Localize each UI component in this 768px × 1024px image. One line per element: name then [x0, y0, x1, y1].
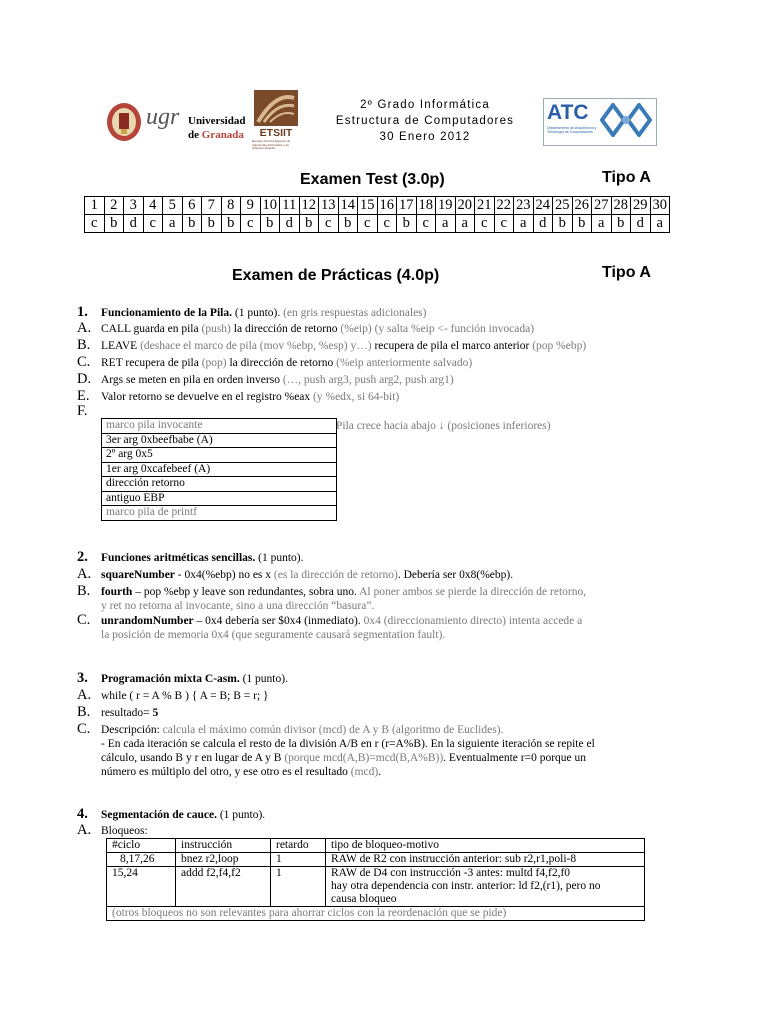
- q2-c-g2: la posición de memoria 0x4 (que seguramente causará segmentation fault).: [101, 629, 446, 641]
- answer-letter-cell: c: [241, 215, 261, 233]
- answer-number-cell: 29: [631, 197, 651, 215]
- q3-b-t1: resultado=: [101, 707, 153, 719]
- q2-b-g1: Al poner ambos se pierde la dirección de retorno,: [359, 586, 587, 598]
- answer-number-cell: 23: [514, 197, 534, 215]
- stack-cell: 1er arg 0xcafebeef (A): [102, 462, 337, 477]
- q2-a-g1: (es la dirección de retorno): [273, 569, 398, 581]
- answer-number-cell: 15: [358, 197, 378, 215]
- q3-p2a: cálculo, usando B y r en lugar de A y B: [101, 752, 285, 764]
- answer-number-cell: 27: [592, 197, 612, 215]
- row2-instr: addd f2,f4,f2: [176, 867, 271, 907]
- row2-motivo-line3: causa bloqueo: [331, 893, 397, 905]
- q1-a-g2: (%eip) (y salta %eip <- función invocada): [340, 323, 535, 335]
- q2-a-letter: A.: [77, 566, 92, 582]
- answer-number-cell: 20: [455, 197, 475, 215]
- q1-b-g1: (deshace el marco de pila (mov %ebp, %esp) y…): [140, 340, 372, 352]
- row1-instr: bnez r2,loop: [176, 853, 271, 867]
- q4-points: (1 punto).: [219, 809, 266, 821]
- answer-letter-cell: a: [455, 215, 475, 233]
- q1-e-g1: (y %edx, si 64-bit): [313, 391, 400, 403]
- answer-letter-cell: b: [553, 215, 573, 233]
- row2-retardo: 1: [271, 867, 326, 907]
- practicas-title: Examen de Prácticas (4.0p): [232, 267, 440, 284]
- answer-number-cell: 30: [650, 197, 670, 215]
- answer-letter-cell: b: [572, 215, 592, 233]
- answer-number-cell: 5: [163, 197, 183, 215]
- answer-letter-cell: b: [611, 215, 631, 233]
- answer-number-cell: 24: [533, 197, 553, 215]
- answer-number-cell: 7: [202, 197, 222, 215]
- answer-number-cell: 4: [143, 197, 163, 215]
- q3-c-text: [101, 723, 503, 738]
- answer-letter-cell: a: [436, 215, 456, 233]
- col-instruccion-header: instrucción: [176, 839, 271, 853]
- etsiit-sub: Escuela Técnica Superior de Ingenierías Informática y de Telecomunicación: [252, 139, 291, 150]
- etsiit-emblem-icon: [252, 88, 300, 128]
- q1-b-g2: (pop %ebp): [532, 340, 587, 352]
- ugr-crest-icon: [104, 100, 144, 144]
- q1-a-text: [101, 322, 534, 337]
- ugr-logo-text: ugr: [146, 104, 180, 130]
- q1-note: (en gris respuestas adicionales): [283, 307, 427, 319]
- answer-number-cell: 16: [377, 197, 397, 215]
- stack-diagram: [101, 418, 337, 521]
- answer-letter-cell: c: [143, 215, 163, 233]
- q1-c-t2: la dirección de retorno: [229, 357, 334, 369]
- answer-letter-cell: a: [650, 215, 670, 233]
- q1-e-t1: Valor retorno se devuelve en el registro %eax: [101, 391, 311, 403]
- q3-b-text: [101, 706, 158, 721]
- answer-number-cell: 1: [85, 197, 105, 215]
- ugr-line2: [188, 129, 244, 141]
- q1-b-t2: recupera de pila el marco anterior: [374, 340, 530, 352]
- q1-number: 1.: [77, 304, 88, 320]
- q1-points: (1 punto).: [234, 307, 281, 319]
- q3-p3: [101, 765, 381, 780]
- col-ciclo-header: #ciclo: [107, 839, 176, 853]
- q1-d-g1: (…, push arg3, push arg2, push arg1): [282, 374, 454, 386]
- stack-cell: dirección retorno: [102, 477, 337, 492]
- q1-c-letter: C.: [77, 354, 91, 370]
- q3-title: Programación mixta C-asm.: [101, 673, 240, 685]
- answer-letter-cell: b: [338, 215, 358, 233]
- answer-letter-cell: c: [319, 215, 339, 233]
- q1-e-text: [101, 390, 399, 405]
- q3-a-text: while ( r = A % B ) { A = B; B = r; }: [101, 690, 269, 702]
- pipeline-header-row: [107, 839, 645, 853]
- ugr-line1: Universidad: [188, 115, 246, 127]
- q1-c-text: [101, 356, 472, 371]
- stack-row: [102, 491, 337, 506]
- answer-letter-cell: b: [104, 215, 124, 233]
- test-tipo: Tipo A: [602, 169, 651, 186]
- col-retardo-header: retardo: [271, 839, 326, 853]
- q2-b-text: [101, 585, 586, 600]
- stack-cell: antiguo EBP: [102, 491, 337, 506]
- stack-row: [102, 419, 337, 434]
- pipeline-footer-note: (otros bloqueos no son relevantes para ahorrar ciclos con la reordenación que se pide): [107, 907, 645, 921]
- q1-b-text: [101, 339, 586, 354]
- q1-d-t1: Args se meten en pila en orden inverso: [101, 374, 280, 386]
- q2-number: 2.: [77, 549, 88, 565]
- answer-number-cell: 9: [241, 197, 261, 215]
- answer-number-cell: 14: [338, 197, 358, 215]
- answer-number-cell: 19: [436, 197, 456, 215]
- q3-p3g: (mcd): [350, 766, 379, 778]
- answer-letter-cell: b: [182, 215, 202, 233]
- q2-c-g1: 0x4 (direccionamiento directo) intenta accede a: [363, 615, 583, 627]
- ugr-logo: [104, 100, 244, 144]
- pipeline-row: [107, 867, 645, 907]
- answer-number-cell: 17: [397, 197, 417, 215]
- answer-letter-cell: c: [475, 215, 495, 233]
- answer-number-cell: 10: [260, 197, 280, 215]
- exam-date: 30 Enero 2012: [379, 131, 471, 143]
- q2-heading: [101, 551, 304, 566]
- q2-b-t1: – pop %ebp y leave son redundantes, sobra uno.: [132, 586, 360, 598]
- atc-sub: Departamento de Arquitectura y Tecnología de Computadores: [547, 126, 597, 134]
- q2-b-bold: fourth: [101, 586, 133, 598]
- q1-heading: [101, 306, 426, 321]
- q1-d-letter: D.: [77, 371, 92, 387]
- q1-c-g1: (pop): [201, 357, 227, 369]
- q1-b-t1: LEAVE: [101, 340, 138, 352]
- q2-a-t1: - 0x4(%ebp) no es x: [174, 569, 274, 581]
- answer-letter-cell: b: [299, 215, 319, 233]
- answer-number-cell: 12: [299, 197, 319, 215]
- q1-c-t1: RET recupera de pila: [101, 357, 199, 369]
- q4-a-letter: A.: [77, 822, 92, 838]
- row1-retardo: 1: [271, 853, 326, 867]
- stack-row: [102, 506, 337, 521]
- q3-number: 3.: [77, 670, 88, 686]
- q3-p2: [101, 751, 586, 766]
- answer-number-cell: 21: [475, 197, 495, 215]
- ugr-line2-de: de: [188, 129, 199, 141]
- stack-cell: marco pila invocante: [102, 419, 337, 434]
- col-motivo-header: tipo de bloqueo-motivo: [326, 839, 645, 853]
- q3-p1: - En cada iteración se calcula el resto de la división A/B en r (r=A%B). En la siguiente iteración se repite el: [101, 738, 595, 750]
- answer-number-cell: 18: [416, 197, 436, 215]
- answer-letter-cell: d: [631, 215, 651, 233]
- row2-motivo: [326, 867, 645, 907]
- q2-a-bold: squareNumber: [101, 569, 175, 581]
- q1-a-t2: la dirección de retorno: [233, 323, 338, 335]
- q1-b-letter: B.: [77, 337, 91, 353]
- answer-letter-cell: a: [592, 215, 612, 233]
- q3-p2b: . Eventualmente r=0 porque un: [443, 752, 587, 764]
- answer-number-cell: 26: [572, 197, 592, 215]
- q2-a-text: [101, 568, 513, 583]
- answer-number-cell: 22: [494, 197, 514, 215]
- stack-row: [102, 477, 337, 492]
- course-header: [300, 97, 550, 145]
- q1-e-letter: E.: [77, 388, 90, 404]
- answer-number-cell: 8: [221, 197, 241, 215]
- answer-number-cell: 2: [104, 197, 124, 215]
- q2-c-letter: C.: [77, 612, 91, 628]
- q1-d-text: [101, 373, 454, 388]
- ugr-line2-name: Granada: [201, 129, 244, 141]
- q2-c-text: [101, 614, 582, 629]
- stack-row: [102, 462, 337, 477]
- q3-p2g: (porque mcd(A,B)=mcd(B,A%B)): [284, 752, 444, 764]
- atc-logo-text: ATC: [547, 101, 589, 124]
- row2-motivo-line2: hay otra dependencia con instr. anterior: ld f2,(r1), pero no: [331, 880, 601, 892]
- answer-table: [84, 196, 670, 233]
- q3-c-letter: C.: [77, 721, 91, 737]
- q2-c-t1: – 0x4 debería ser $0x4 (inmediato).: [193, 615, 364, 627]
- answer-number-cell: 11: [280, 197, 300, 215]
- answer-letter-cell: d: [124, 215, 144, 233]
- q4-title: Segmentación de cauce.: [101, 809, 217, 821]
- course-grade: 2º Grado Informática: [360, 99, 490, 111]
- q2-points: (1 punto).: [258, 552, 304, 564]
- answer-number-cell: 6: [182, 197, 202, 215]
- pipeline-stalls-table: [106, 838, 645, 921]
- atc-diamonds-icon: [600, 103, 652, 137]
- q3-p3b: .: [378, 766, 382, 778]
- answer-letter-cell: d: [533, 215, 553, 233]
- q1-f-letter: F.: [77, 403, 88, 419]
- q3-a-letter: A.: [77, 687, 92, 703]
- answer-number-cell: 25: [553, 197, 573, 215]
- q1-c-g2: (%eip anteriormente salvado): [336, 357, 473, 369]
- stack-row: [102, 433, 337, 448]
- stack-growth-note: Pila crece hacia abajo ↓ (posiciones inferiores): [336, 420, 551, 432]
- q3-c-t1: Descripción:: [101, 724, 163, 736]
- answer-letter-cell: a: [163, 215, 183, 233]
- course-name: Estructura de Computadores: [335, 115, 515, 127]
- answer-letter-cell: c: [358, 215, 378, 233]
- answer-letter-cell: b: [260, 215, 280, 233]
- answer-letter-cell: c: [377, 215, 397, 233]
- q3-b-bold: 5: [152, 707, 159, 719]
- answer-letter-cell: a: [514, 215, 534, 233]
- q1-a-t1: CALL guarda en pila: [101, 323, 199, 335]
- q3-points: (1 punto).: [242, 673, 288, 685]
- answer-number-cell: 3: [124, 197, 144, 215]
- answer-letter-cell: b: [397, 215, 417, 233]
- atc-logo: [543, 98, 657, 146]
- q2-title: Funciones aritméticas sencillas.: [101, 552, 256, 564]
- answer-letter-cell: c: [416, 215, 436, 233]
- pipeline-row: [107, 853, 645, 867]
- q2-b-letter: B.: [77, 583, 91, 599]
- answer-letter-cell: d: [280, 215, 300, 233]
- answer-numbers-row: [85, 197, 670, 215]
- answer-letter-cell: b: [202, 215, 222, 233]
- row2-ciclo: 15,24: [107, 867, 176, 907]
- q3-p3a: número es múltiplo del otro, y ese otro es el resultado: [101, 766, 351, 778]
- row2-motivo-line1: RAW de D4 con instrucción -3 antes: multd f4,f2,f0: [331, 867, 571, 879]
- answer-letters-row: [85, 215, 670, 233]
- q4-a-text: Bloqueos:: [101, 825, 148, 837]
- q4-heading: [101, 808, 265, 823]
- stack-cell: marco pila de printf: [102, 506, 337, 521]
- q3-heading: [101, 672, 288, 687]
- q1-a-g1: (push): [201, 323, 231, 335]
- stack-cell: 2º arg 0x5: [102, 448, 337, 463]
- q4-number: 4.: [77, 806, 88, 822]
- pipeline-footer-row: [107, 907, 645, 921]
- q2-a-t2: . Debería ser 0x8(%ebp).: [397, 569, 514, 581]
- answer-letter-cell: c: [85, 215, 105, 233]
- q1-title: Funcionamiento de la Pila.: [101, 307, 232, 319]
- q2-b-g2: y ret no retorna al invocante, sino a una dirección “basura”.: [101, 600, 375, 612]
- stack-row: [102, 448, 337, 463]
- q3-c-g1: calcula el máximo común divisor (mcd) de A y B (algoritmo de Euclides).: [162, 724, 504, 736]
- q1-a-letter: A.: [77, 320, 92, 336]
- answer-letter-cell: b: [221, 215, 241, 233]
- answer-number-cell: 28: [611, 197, 631, 215]
- row1-motivo: RAW de R2 con instrucción anterior: sub r2,r1,poli-8: [326, 853, 645, 867]
- etsiit-logo-text: ETSIIT: [259, 127, 293, 139]
- practicas-tipo: Tipo A: [602, 264, 651, 281]
- etsiit-logo: [252, 88, 300, 154]
- q3-b-letter: B.: [77, 704, 91, 720]
- answer-number-cell: 13: [319, 197, 339, 215]
- row1-ciclo: 8,17,26: [107, 853, 176, 867]
- q2-c-bold: unrandomNumber: [101, 615, 194, 627]
- stack-cell: 3er arg 0xbeefbabe (A): [102, 433, 337, 448]
- test-title: Examen Test (3.0p): [300, 171, 445, 188]
- answer-letter-cell: c: [494, 215, 514, 233]
